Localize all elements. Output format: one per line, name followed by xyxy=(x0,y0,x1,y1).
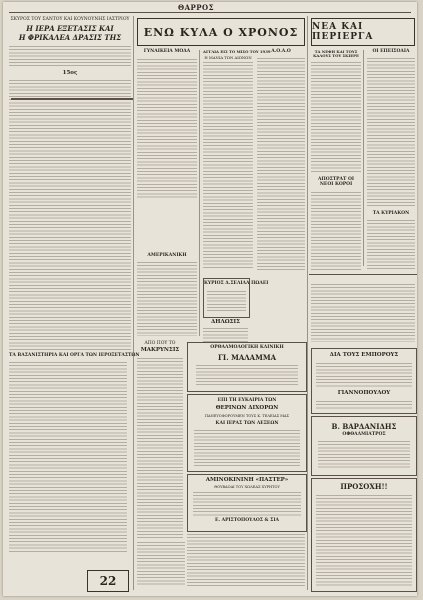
right-col-a-text-2 xyxy=(311,192,361,270)
center-col-b-text xyxy=(203,62,253,270)
right-col-a xyxy=(311,50,361,270)
left-intro-text xyxy=(9,46,131,68)
ad-malamma-line-1: ΟΡΘΑΛΜΟΛΟΓΙΚΗ ΚΛΙΝΙΚΗ xyxy=(210,345,284,350)
ad-eukairia-line-3: ΠΑΝΕΥΟΦΟΡΟΥΜΕΝ ΤΟΥΣ Κ. ΤΕΛΕΙΑΣ ΜΑΣ xyxy=(204,414,290,418)
ad-vardanidis xyxy=(311,416,417,476)
center-mid-head: ΑΜΕΡΙΚΑΝΙΚΗ xyxy=(147,253,187,258)
center-col-c-head: Α.Ο.Α.Ο xyxy=(271,49,291,54)
center-col-lower xyxy=(137,342,183,542)
ad-eukairia-line-2: ΘΕΡΙΝΩΝ ΔΙΧΟΡΩΝ xyxy=(215,405,279,411)
left-kicker: ΣΚΥΡΟΣ ΤΟΥ ΣΑΝΤΟΥ ΚΑΙ ΚΟΥΝΟΥΝΗΣ ΙΑΣΤΡΙΟΥ xyxy=(10,17,130,22)
right-col-a-head: ΤΑ ΝΕΦΗ ΚΑΙ ΤΟΥΣ ΚΑΛΟΥΣ ΤΟΥ ΣΚΙΕΡΕ xyxy=(313,49,359,59)
ad-pasteur-text xyxy=(193,492,301,516)
small-notice-2-text xyxy=(203,328,248,342)
left-column xyxy=(9,16,140,594)
right-col-b-head: ΟΙ ΕΠΕΙΣΟΔΙΑ xyxy=(372,49,410,54)
ad-eukairia xyxy=(187,394,307,472)
small-notice-1-text xyxy=(207,291,246,313)
page-number-stamp: 22 xyxy=(87,570,129,592)
right-col-c-head: ΑΠΟΣΤΡΑΤ ΟΙ ΝΕΟΙ ΚΟΡΟΙ xyxy=(317,177,354,187)
center-col-lower-text xyxy=(137,358,183,538)
column-rule xyxy=(199,50,200,336)
center-col-a xyxy=(137,50,197,340)
ad-emporous-text xyxy=(316,363,412,387)
ad-emporous-text-2 xyxy=(316,401,412,409)
ad-eukairia-line-4: ΚΑΙ ΙΕΡΑΣ ΤΩΝ ΛΕΞΕΩΝ xyxy=(215,421,279,426)
newspaper-page xyxy=(3,2,417,596)
ad-vardanidis-text xyxy=(318,441,410,469)
right-col-b xyxy=(367,50,415,270)
center-bottom-lines xyxy=(137,542,185,586)
right-rule xyxy=(309,274,417,281)
ad-eukairia-text xyxy=(194,430,300,466)
ad-emporous-line-2: ΓΙΑΝΝΟΠΟΥΛΟΥ xyxy=(337,390,391,396)
left-headline-2: Η ΦΡΙΚΑΛΕΑ ΔΡΑΣΙΣ ΤΗΣ xyxy=(18,33,122,42)
small-notice-2 xyxy=(203,320,248,342)
center-bottom-text-2 xyxy=(187,534,305,588)
left-body-text-2 xyxy=(9,362,127,552)
center-col-a-text-2 xyxy=(137,262,197,336)
makrynsis-head: ΜΑΚΡΥΝΣΙΣ xyxy=(140,347,180,353)
center-col-b-sub: Η ΜΑΝΙΑ ΤΩΝ ΑΙΩΝΩΝ xyxy=(204,55,252,60)
ad-pasteur xyxy=(187,474,307,532)
ad-vardanidis-line-1: Β. ΒΑΡΔΑΝΙΔΗΣ xyxy=(331,422,397,431)
left-subhead: ΤΑ ΒΑΣΑΝΙΣΤΗΡΙΑ ΚΑΙ ΟΡΓΑ ΤΩΝ ΙΕΡΟΞΕΤΑΣΤΩΝ xyxy=(9,353,140,358)
right-col-a-text xyxy=(311,62,361,172)
center-col-b xyxy=(203,49,271,280)
ad-malamma-text xyxy=(196,365,298,387)
center-bottom-text xyxy=(137,542,185,588)
small-notice-1-head: ΚΥΡΙΟΣ Δ.ΣΕΛΙΛΑ ΠΩΛΕΙ xyxy=(204,281,269,286)
right-col-b-text xyxy=(367,58,415,208)
center-col-a-head: ΓΥΝΑΙΚΕΙΑ ΜΟΔΑ xyxy=(143,49,191,54)
masthead-rule xyxy=(9,12,411,13)
left-headline-1: Η ΙΕΡΑ ΕΞΕΤΑΣΙΣ ΚΑΙ xyxy=(26,24,114,33)
right-mid-text xyxy=(311,284,415,344)
makrynsis-kicker: ΑΠΟ ΠΟΥ ΤΟ xyxy=(144,341,176,346)
masthead xyxy=(3,2,417,14)
ad-pasteur-line-3: Ε. ΑΡΙΣΤΟΠΟΥΛΟΣ & ΣΙΑ xyxy=(215,518,279,523)
small-notice-2-head: ΔΗΛΩΣΙΣ xyxy=(211,319,240,325)
ad-pasteur-line-1: ΑΜΙΝΟΚΙΝΙΝΗ «ΠΑΣΤΕΡ» xyxy=(205,477,289,483)
left-body-text xyxy=(9,80,131,352)
center-bottom-lines-2 xyxy=(187,534,305,588)
center-col-c-text xyxy=(257,58,305,270)
center-col-a-text xyxy=(137,59,197,199)
ad-prosochi xyxy=(311,478,417,592)
column-rule xyxy=(363,50,364,266)
ad-prosochi-text xyxy=(316,495,412,587)
ad-eukairia-line-1: ΕΠΙ ΤΗ ΕΥΚΑΙΡΙΑ ΤΩΝ xyxy=(217,398,277,403)
right-banner: ΝΕΑ ΚΑΙ ΠΕΡΙΕΡΓΑ xyxy=(311,18,415,46)
masthead-name: ΘΑΡΡΟΣ xyxy=(178,3,215,12)
right-col-d-head: ΤΑ ΚΥΡΙΑΚΟΝ xyxy=(372,211,410,216)
left-rule-a xyxy=(11,98,133,100)
small-notice-1 xyxy=(203,278,269,318)
center-col-c xyxy=(257,50,305,280)
center-banner: ΕΝΩ ΚΥΛΑ Ο ΧΡΟΝΟΣ xyxy=(137,18,305,46)
column-rule xyxy=(307,16,308,590)
ad-malamma xyxy=(187,342,307,392)
left-section-number: 15ος xyxy=(62,70,78,76)
ad-emporous xyxy=(311,348,417,414)
column-rule xyxy=(133,16,134,590)
right-mid-lines xyxy=(311,284,415,342)
right-col-b-text-2 xyxy=(367,220,415,270)
ad-vardanidis-line-2: ΟΦΘΑΛΜΙΑΤΡΟΣ xyxy=(342,432,386,437)
center-col-b-head: ΑΓΓΛΙΑ ΕΙΣ ΤΟ ΜΙΣΟ ΤΟΥ 1939 xyxy=(203,49,271,54)
ad-pasteur-line-2: ΘΟΥΒΑΟΑΙ ΤΟΥ ΧΩΛΕΑΣ ΧΥΡΗΤΟΥ xyxy=(214,485,280,489)
ad-prosochi-head: ΠΡΟΣΟΧΗ!! xyxy=(340,482,388,491)
ad-emporous-line-1: ΔΙΑ ΤΟΥΣ ΕΜΠΟΡΟΥΣ xyxy=(329,352,399,358)
ad-malamma-line-2: ΓΙ. ΜΑΛΑΜΜΑ xyxy=(217,353,277,362)
